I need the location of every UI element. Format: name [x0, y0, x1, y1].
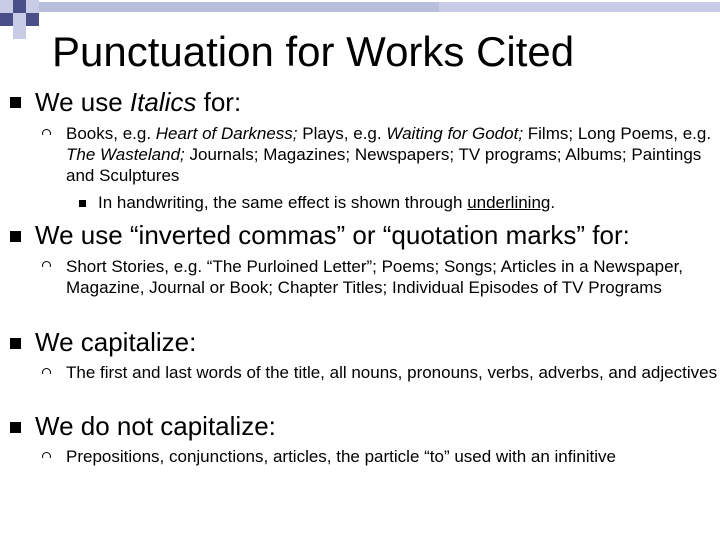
section-heading-quotation-marks: We use “inverted commas” or “quotation marks” for:	[35, 220, 630, 250]
capitalize-rules: The first and last words of the title, all nouns, pronouns, verbs, adverbs, and adjectives	[66, 363, 718, 382]
section-heading-italics: We use Italics for:	[35, 87, 242, 117]
handwriting-note: In handwriting, the same effect is shown through underlining.	[98, 193, 556, 212]
quotation-examples: Short Stories, e.g. “The Purloined Letter”; Poems; Songs; Articles in a Newspaper, Magazine, Journal or Book; Chapter Titles; Individual Episodes of TV Programs	[66, 257, 684, 297]
bullet-small-square-icon	[79, 200, 86, 207]
bullet-square-icon	[10, 338, 21, 349]
section-heading-do-not-capitalize: We do not capitalize:	[35, 411, 276, 441]
do-not-capitalize-rules: Prepositions, conjunctions, articles, the particle “to” used with an infinitive	[66, 447, 616, 466]
bullet-square-icon	[10, 422, 21, 433]
section-heading-capitalize: We capitalize:	[35, 327, 197, 357]
italics-examples: Books, e.g. Heart of Darkness; Plays, e.g. Waiting for Godot; Films; Long Poems, e.g. The Wasteland; Journals; Magazines; Newspapers; TV programs; Albums; Paintings and Sculptures	[66, 124, 712, 185]
bullet-square-icon	[10, 97, 21, 108]
bullet-circle-icon	[42, 129, 51, 138]
slide-title: Punctuation for Works Cited	[52, 28, 575, 75]
bullet-circle-icon	[42, 261, 51, 270]
bullet-square-icon	[10, 231, 21, 242]
bullet-circle-icon	[42, 368, 51, 377]
bullet-circle-icon	[42, 452, 51, 461]
